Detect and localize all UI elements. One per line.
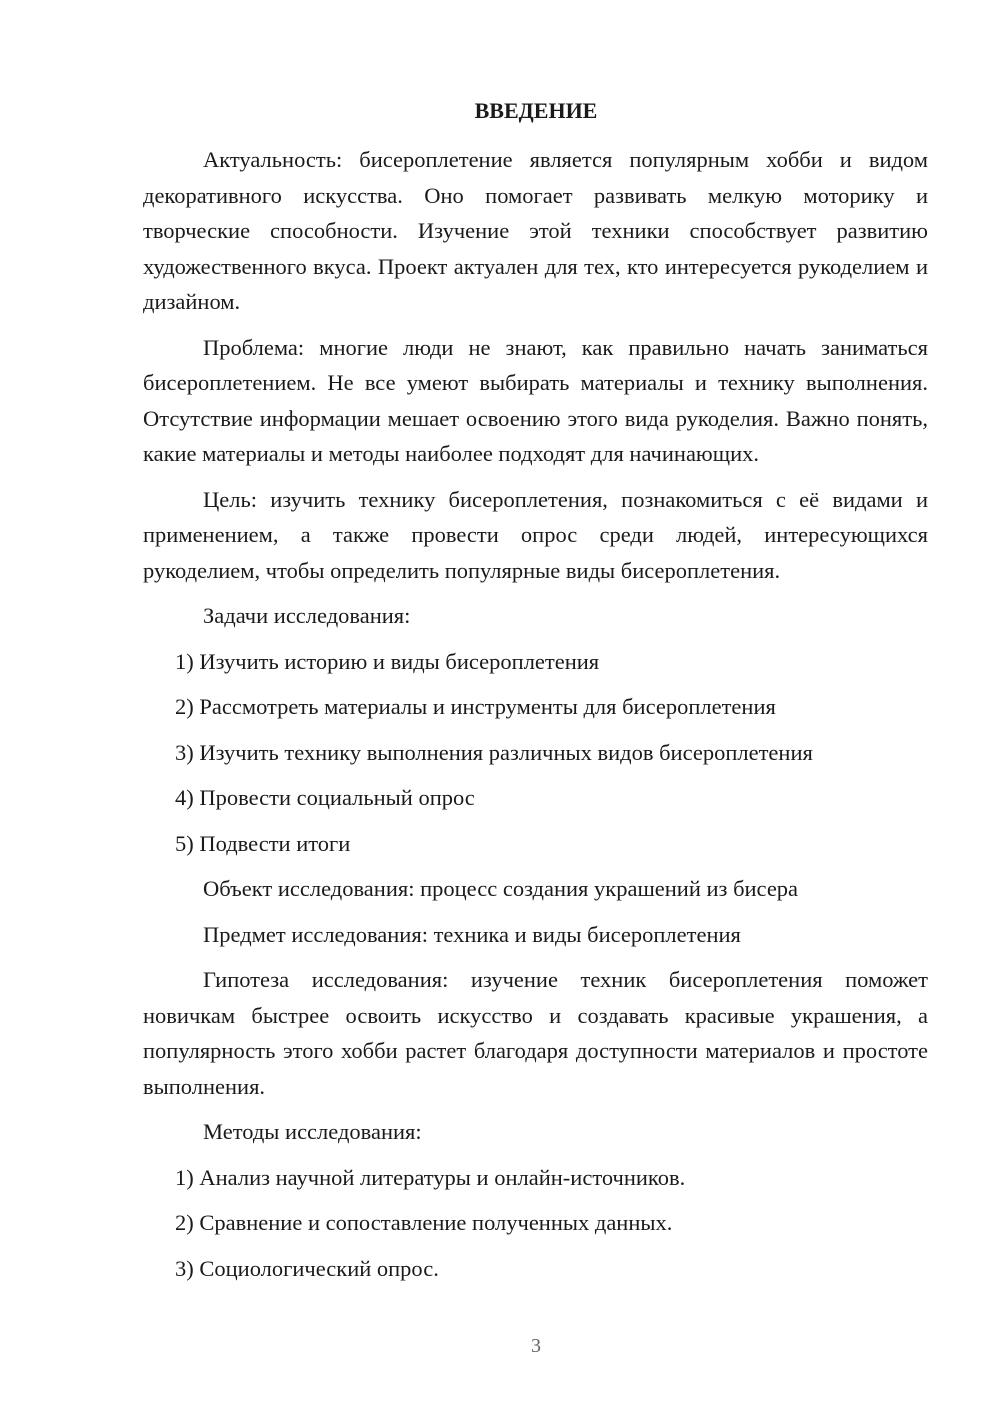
method-item-3: 3) Социологический опрос. bbox=[175, 1255, 439, 1281]
task-item-4: 4) Провести социальный опрос bbox=[175, 785, 475, 810]
paragraph-goal: Цель: изучить технику бисероплетения, познакомиться с её видами и применением, а также провести опрос среди людей, интересующихся рукоделием, чтобы определить популярные виды бисероплетения. bbox=[143, 486, 928, 583]
task-item-1: 1) Изучить историю и виды бисероплетения bbox=[175, 648, 600, 674]
paragraph-subject: Предмет исследования: техника и виды бисероплетения bbox=[203, 921, 741, 947]
task-item-2: 2) Рассмотреть материалы и инструменты для бисероплетения bbox=[175, 694, 776, 719]
methods-heading: Методы исследования: bbox=[203, 1119, 422, 1144]
task-item-3: 3) Изучить технику выполнения различных видов бисероплетения bbox=[175, 739, 813, 765]
page-title: ВВЕДЕНИЕ bbox=[474, 98, 598, 123]
paragraph-hypothesis: Гипотеза исследования: изучение техник бисероплетения поможет новичкам быстрее освоить искусство и создавать красивые украшения, а популярность этого хобби растет благодаря доступности материалов и простоте выполнения. bbox=[143, 967, 928, 1099]
paragraph-problem: Проблема: многие люди не знают, как правильно начать заниматься бисероплетением. Не все умеют выбирать материалы и технику выполнения. Отсутствие информации мешает освоению этого вида рукоделия. Важно понять, какие материалы и методы наиболее подходят для начинающих. bbox=[143, 334, 928, 466]
method-item-1: 1) Анализ научной литературы и онлайн-источников. bbox=[175, 1164, 686, 1190]
task-item-5: 5) Подвести итоги bbox=[175, 830, 351, 856]
method-item-2: 2) Сравнение и сопоставление полученных данных. bbox=[175, 1210, 673, 1235]
document-body bbox=[143, 142, 928, 1296]
tasks-heading: Задачи исследования: bbox=[203, 603, 411, 628]
page-number: 3 bbox=[531, 1335, 541, 1357]
paragraph-relevance: Актуальность: бисероплетение является популярным хобби и видом декоративного искусства. Оно помогает развивать мелкую моторику и творческие способности. Изучение этой техники способствует развитию художественного вкуса. Проект актуален для тех, кто интересуется рукоделием и дизайном. bbox=[143, 147, 928, 314]
paragraph-object: Объект исследования: процесс создания украшений из бисера bbox=[203, 876, 799, 901]
